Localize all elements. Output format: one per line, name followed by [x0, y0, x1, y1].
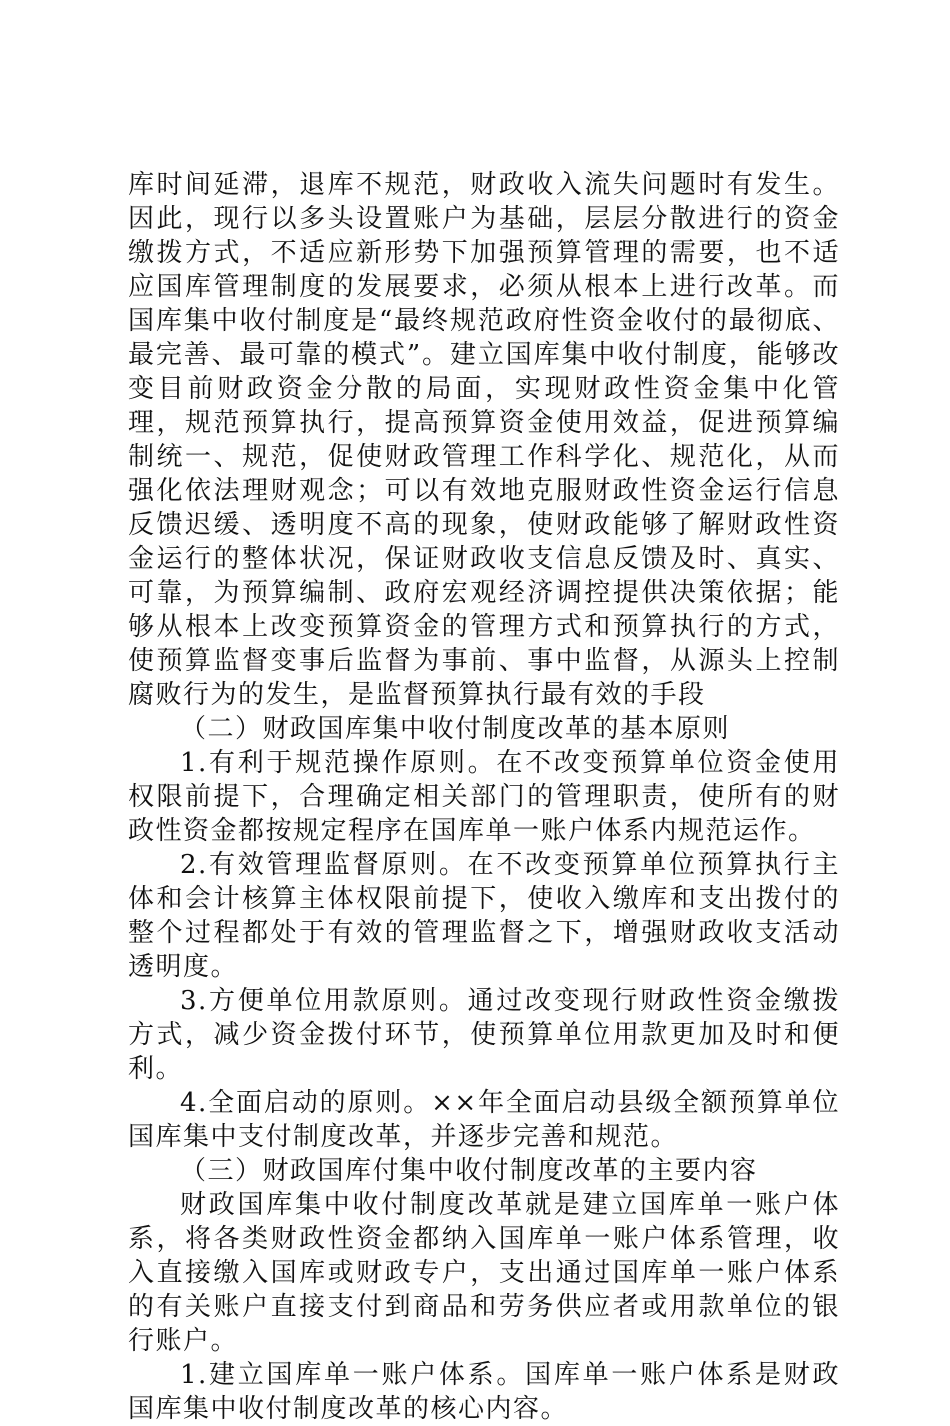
paragraph-main-content: 财政国库集中收付制度改革就是建立国库单一账户体系，将各类财政性资金都纳入国库单一账户体系管理，收入直接缴入国库或财政专户，支出通过国库单一账户体系的有关账户直接支付到商品和劳务供应者或用款单位的银行账户。 [128, 1190, 840, 1356]
section-heading-main-content: （三）财政国库付集中收付制度改革的主要内容 [180, 1156, 758, 1186]
principle-item-1: 1.有利于规范操作原则。在不改变预算单位资金使用权限前提下，合理确定相关部门的管理职责，使所有的财政性资金都按规定程序在国库单一账户体系内规范运作。 [128, 748, 840, 846]
document-body [128, 168, 840, 1426]
principle-item-4: 4.全面启动的原则。××年全面启动县级全额预算单位国库集中支付制度改革，并逐步完善和规范。 [128, 1088, 840, 1152]
content-item-1: 1.建立国库单一账户体系。国库单一账户体系是财政国库集中收付制度改革的核心内容。 [128, 1360, 840, 1424]
principle-item-2: 2.有效管理监督原则。在不改变预算单位预算执行主体和会计核算主体权限前提下，使收入缴库和支出拨付的整个过程都处于有效的管理监督之下，增强财政收支活动透明度。 [128, 850, 840, 982]
paragraph-continuation: 库时间延滞，退库不规范，财政收入流失问题时有发生。因此，现行以多头设置账户为基础，层层分散进行的资金缴拨方式，不适应新形势下加强预算管理的需要，也不适应国库管理制度的发展要求，必须从根本上进行改革。而国库集中收付制度是“最终规范政府性资金收付的最彻底、最完善、最可靠的模式”。建立国库集中收付制度，能够改变目前财政资金分散的局面，实现财政性资金集中化管理，规范预算执行，提高预算资金使用效益，促进预算编制统一、规范，促使财政管理工作科学化、规范化，从而强化依法理财观念；可以有效地克服财政性资金运行信息反馈迟缓、透明度不高的现象，使财政能够了解财政性资金运行的整体状况，保证财政收支信息反馈及时、真实、可靠，为预算编制、政府宏观经济调控提供决策依据；能够从根本上改变预算资金的管理方式和预算执行的方式，使预算监督变事后监督为事前、事中监督，从源头上控制腐败行为的发生，是监督预算执行最有效的手段 [128, 170, 840, 710]
section-heading-basic-principles: （二）财政国库集中收付制度改革的基本原则 [180, 714, 731, 744]
principle-item-3: 3.方便单位用款原则。通过改变现行财政性资金缴拨方式，减少资金拨付环节，使预算单位用款更加及时和便利。 [128, 986, 840, 1084]
